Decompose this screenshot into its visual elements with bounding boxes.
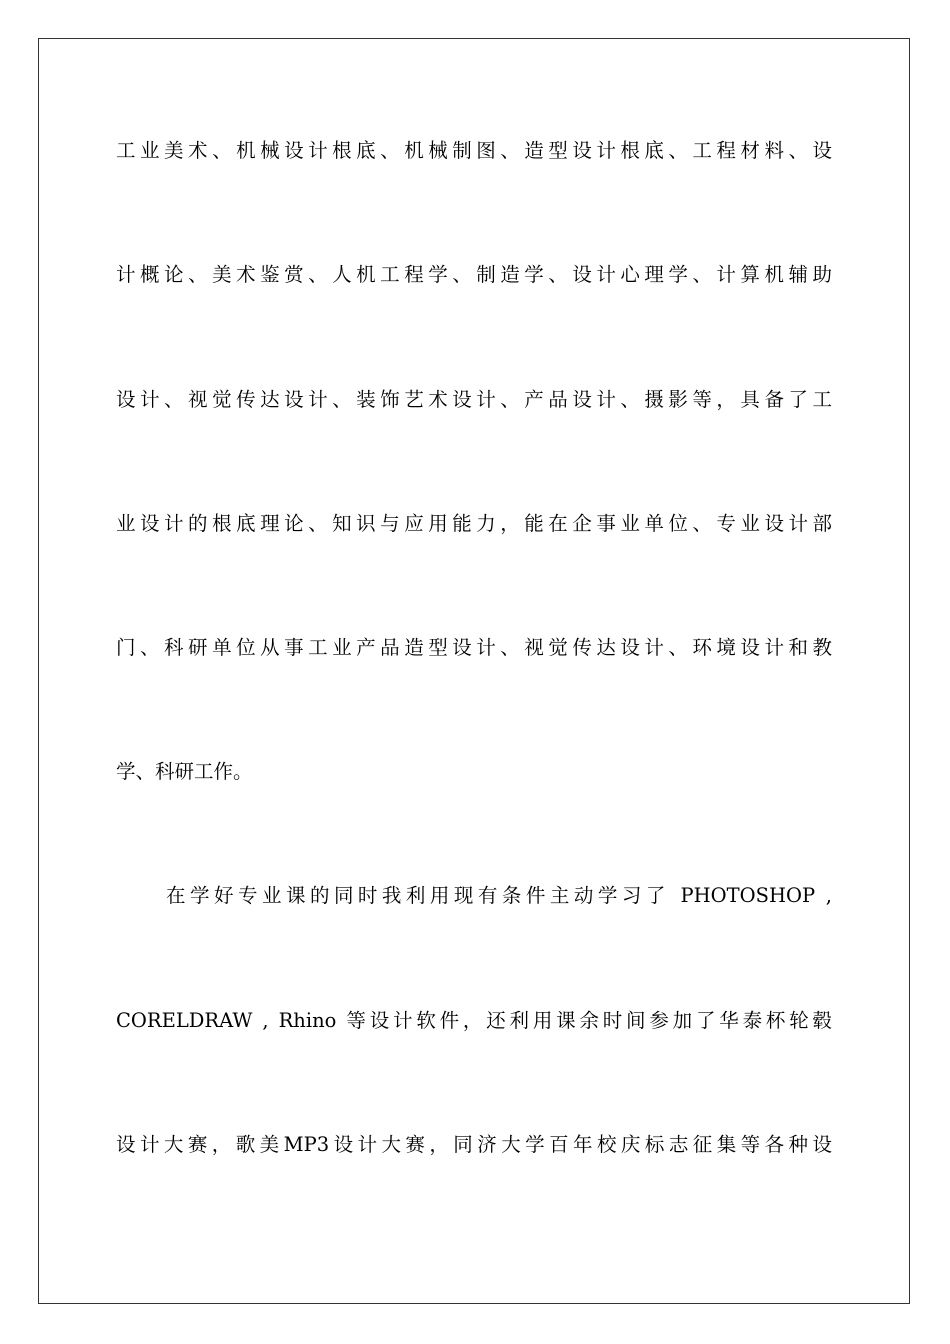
paragraph-line-7: 在学好专业课的同时我利用现有条件主动学习了 PHOTOSHOP , — [166, 884, 832, 907]
paragraph-line-9: 设计大赛，歌美MP3设计大赛，同济大学百年校庆标志征集等各种设 — [116, 1133, 832, 1156]
paragraph-line-3: 设计、视觉传达设计、装饰艺术设计、产品设计、摄影等，具备了工 — [116, 388, 832, 411]
paragraph-line-2: 计概论、美术鉴赏、人机工程学、制造学、设计心理学、计算机辅助 — [116, 263, 832, 286]
paragraph-line-4: 业设计的根底理论、知识与应用能力，能在企事业单位、专业设计部 — [116, 512, 832, 535]
paragraph-line-5: 门、科研单位从事工业产品造型设计、视觉传达设计、环境设计和教 — [116, 636, 832, 659]
paragraph-line-8: CORELDRAW , Rhino 等设计软件，还利用课余时间参加了华泰杯轮毂 — [116, 1009, 832, 1032]
paragraph-line-1: 工业美术、机械设计根底、机械制图、造型设计根底、工程材料、设 — [116, 139, 832, 162]
paragraph-line-6: 学、科研工作。 — [116, 760, 253, 783]
page-border — [38, 38, 910, 1304]
